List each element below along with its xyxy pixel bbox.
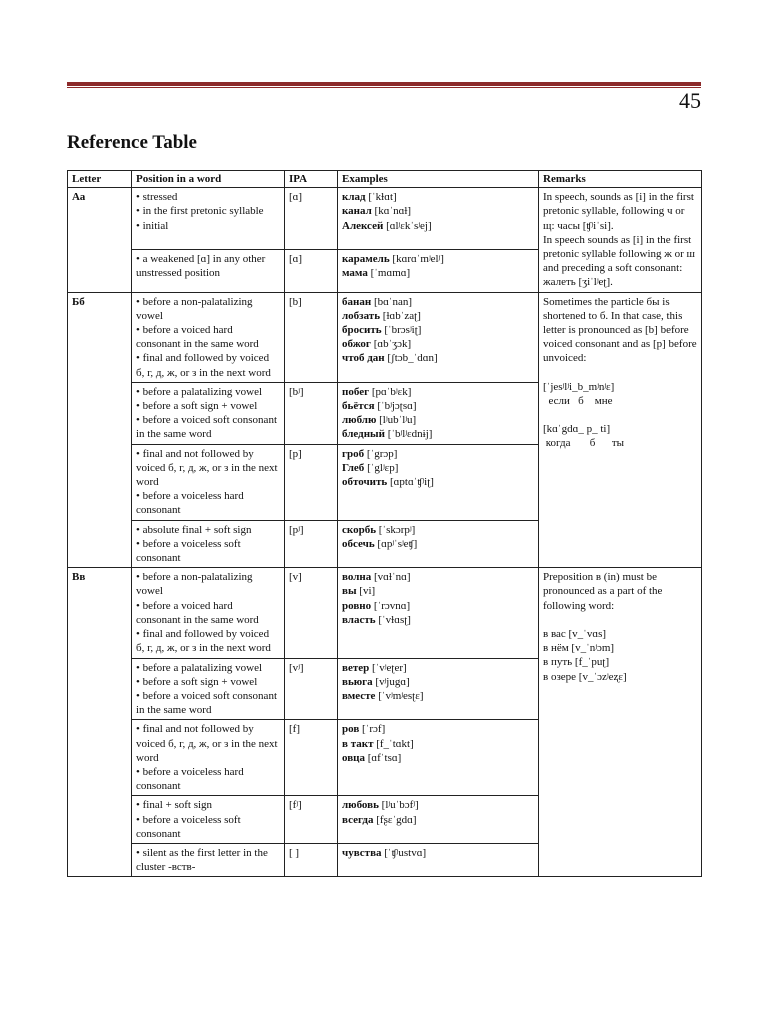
example-item: клад [ˈkɫɑt] [342, 191, 397, 204]
position-item: • before a voiceless hard consonant [136, 490, 244, 517]
example-item: в такт [f_ˈtɑkt] [342, 737, 414, 750]
examples-cell [338, 188, 539, 249]
page-number: 45 [679, 88, 701, 113]
remarks-spacer [543, 613, 697, 627]
example-item: вместе [ˈvʲmʲesʈɛ] [342, 689, 424, 702]
examples-cell [338, 796, 539, 844]
example-item: обжог [ɑbˈʒɔk] [342, 338, 412, 351]
remarks-item: Sometimes the particle бы is shortened to б. In that case, this letter is pronounced as [b] before voiced consonant and as [p] before unvoiced: [543, 295, 700, 365]
example-item: побег [pɑˈbʲɛk] [342, 385, 412, 398]
header-ipa: IPA [285, 171, 338, 188]
examples-cell [338, 292, 539, 382]
examples-cell [338, 520, 539, 568]
ipa-cell: [pʲ] [285, 520, 338, 568]
ipa-cell: [ɑ] [285, 249, 338, 292]
example-item: мама [ˈmɑmɑ] [342, 266, 411, 279]
table-header-row [68, 171, 702, 188]
position-item: • before a voiced hard consonant in the same word [136, 324, 259, 351]
position-item: • final and followed by voiced б, г, д, ж, or з in the next word [136, 628, 271, 655]
position-item: • before a non-palatalizing vowel [136, 295, 253, 322]
example-item: люблю [lʲubˈlʲu] [342, 414, 417, 427]
position-item: • before a voiced soft consonant in the same word [136, 414, 277, 441]
position-item: • before a soft sign + vowel [136, 675, 258, 688]
position-item: • absolute final + soft sign [136, 523, 252, 536]
position-cell [132, 249, 285, 292]
ipa-cell: [p] [285, 444, 338, 520]
example-item: скорбь [ˈskɔrpʲ] [342, 523, 416, 536]
examples-cell [338, 444, 539, 520]
examples-cell [338, 843, 539, 876]
position-cell [132, 568, 285, 658]
ipa-cell: [ ] [285, 843, 338, 876]
position-item: • final and not followed by voiced б, г, д, ж, or з in the next word [136, 723, 278, 764]
letter-cell: Бб [68, 292, 132, 568]
examples-cell [338, 568, 539, 658]
example-item: гроб [ˈgrɔp] [342, 447, 398, 460]
position-item: • before a voiced hard consonant in the same word [136, 599, 259, 626]
ipa-cell: [v] [285, 568, 338, 658]
example-item: бледный [ˈbʲlʲɛdnɨj] [342, 428, 433, 441]
ipa-cell: [b] [285, 292, 338, 382]
table-row [68, 292, 702, 382]
letter-cell: Вв [68, 568, 132, 877]
examples-cell [338, 249, 539, 292]
position-item: • initial [136, 219, 169, 232]
position-item: • before a palatalizing vowel [136, 385, 263, 398]
ipa-cell: [bʲ] [285, 382, 338, 444]
table-row [68, 568, 702, 658]
ipa-cell: [f] [285, 720, 338, 796]
position-cell [132, 292, 285, 382]
example-item: бросить [ˈbrɔsʲiʈ] [342, 324, 422, 337]
example-item: вьюга [vʲjugɑ] [342, 675, 410, 688]
example-item: всегда [fʂɛˈgdɑ] [342, 813, 417, 826]
example-item: банан [bɑˈnan] [342, 295, 413, 308]
remarks-cell [539, 568, 702, 877]
example-item: чтоб дан [ʃtɔb_ˈdɑn] [342, 352, 438, 365]
example-item: бьётся [ˈbʲjɔʈsɑ] [342, 400, 417, 413]
position-item: • before a palatalizing vowel [136, 661, 263, 674]
example-item: ров [ˈrɔf] [342, 723, 386, 736]
position-item: • before a voiceless soft consonant [136, 537, 241, 565]
example-item: лобзать [ɫɑbˈzaʈ] [342, 309, 421, 322]
example-item: обточить [ɑptɑˈʧʲiʈ] [342, 476, 434, 489]
position-item: • silent as the first letter in the cluster -вств- [136, 846, 268, 874]
remarks-cell [539, 292, 702, 568]
position-cell [132, 658, 285, 720]
remarks-item: в путь [f_ˈpuʈ] [543, 656, 610, 669]
table-body [68, 188, 702, 877]
position-cell [132, 843, 285, 876]
remarks-item: Preposition в (in) must be pronounced as a part of the following word: [543, 571, 666, 612]
page-title: Reference Table [67, 132, 197, 153]
remarks-spacer [543, 366, 697, 380]
example-item: обсечь [ɑpʲˈsʲeʧ] [342, 537, 418, 550]
position-item: • before a voiceless soft consonant [136, 813, 241, 840]
example-item: ветер [ˈvʲeʈer] [342, 661, 407, 674]
header-rule-thin [67, 87, 701, 88]
remarks-cell [539, 188, 702, 292]
position-item: • before a voiced soft consonant in the same word [136, 689, 277, 717]
remarks-item: в озере [v_ˈɔzʲeʐɛ] [543, 670, 627, 683]
header-letter: Letter [68, 171, 132, 188]
remarks-item: [kɑˈgdɑ_ p_ ti] [543, 423, 611, 436]
position-item: • in the first pretonic syllable [136, 205, 264, 218]
remarks-item: в нём [v_ˈnʲɔm] [543, 642, 615, 655]
remarks-item: в вас [v_ˈvɑs] [543, 627, 607, 640]
examples-cell [338, 382, 539, 444]
example-item: овца [ɑfˈtsɑ] [342, 751, 402, 764]
examples-cell [338, 658, 539, 720]
position-item: • before a soft sign + vowel [136, 400, 258, 413]
example-item: ровно [ˈrɔvnɑ] [342, 599, 411, 612]
example-item: волна [vɑɫˈnɑ] [342, 571, 411, 584]
letter-cell: Аа [68, 188, 132, 292]
position-cell [132, 444, 285, 520]
position-item: • final and followed by voiced б, г, д, ж, or з in the next word [136, 352, 271, 379]
position-cell [132, 520, 285, 568]
header-examples: Examples [338, 171, 539, 188]
example-item: любовь [lʲuˈbɔfʲ] [342, 799, 419, 812]
position-item: • stressed [136, 191, 178, 204]
position-item: • a weakened [ɑ] in any other unstressed position [136, 252, 266, 279]
position-item: • before a voiceless hard consonant [136, 765, 244, 793]
example-item: Алексей [ɑlʲɛkˈsʲej] [342, 219, 432, 232]
example-item: вы [vi] [342, 585, 376, 598]
header-position: Position in a word [132, 171, 285, 188]
remarks-item: [ˈjesʲlʲi_b_mʲnʲɛ] [543, 380, 615, 393]
ipa-cell: [fʲ] [285, 796, 338, 844]
header-rule-thick [67, 82, 701, 86]
example-item: власть [ˈvɫɑsʈ] [342, 613, 411, 626]
example-item: чувства [ˈʧʲustvɑ] [342, 846, 427, 859]
remarks-item: если б мне [543, 394, 613, 407]
remarks-item: когда б ты [543, 437, 625, 450]
table-row [68, 188, 702, 249]
position-item: • final and not followed by voiced б, г, д, ж, or з in the next word [136, 447, 278, 489]
position-cell [132, 382, 285, 444]
example-item: Глеб [ˈglʲɛp] [342, 461, 399, 474]
position-cell [132, 188, 285, 249]
reference-table [67, 170, 702, 877]
ipa-cell: [vʲ] [285, 658, 338, 720]
header-remarks: Remarks [539, 171, 702, 188]
examples-cell [338, 720, 539, 796]
remarks-item: In speech sounds as [i] in the first pretonic syllable following ж or ш and preceding a soft consonant: жалеть [ʒiˈlʲeʈ]. [543, 233, 698, 289]
example-item: карамель [kɑrɑˈmʲelʲ] [342, 252, 444, 265]
remarks-spacer [543, 408, 697, 422]
remarks-item: In speech, sounds as [i] in the first pretonic syllable, following ч or щ: часы [ʧʲiˈsi]. [543, 191, 697, 232]
position-cell [132, 720, 285, 796]
position-cell [132, 796, 285, 844]
position-item: • final + soft sign [136, 799, 213, 812]
ipa-cell: [ɑ] [285, 188, 338, 249]
example-item: канал [kɑˈnɑɫ] [342, 205, 412, 218]
position-item: • before a non-palatalizing vowel [136, 571, 253, 598]
